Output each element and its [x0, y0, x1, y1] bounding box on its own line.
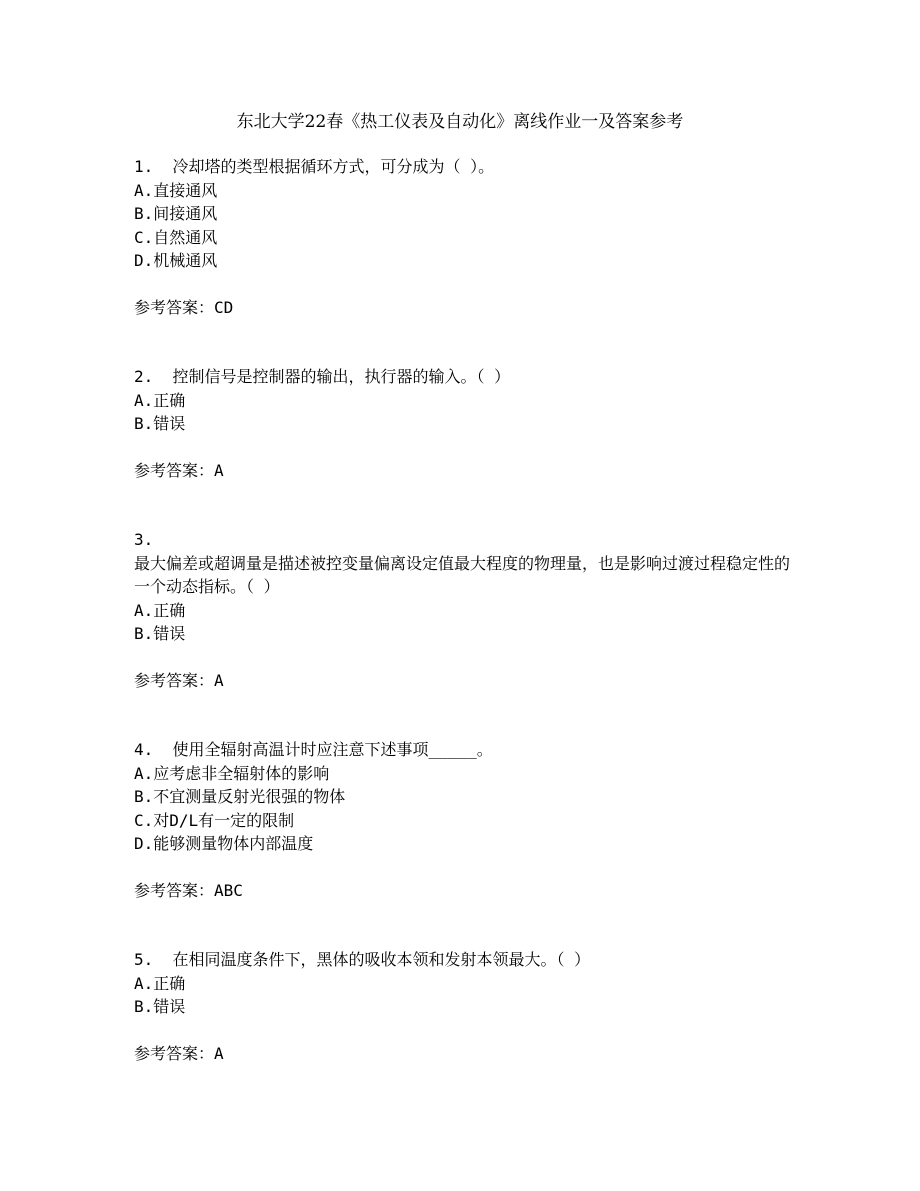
option-c: C.自然通风 [134, 227, 218, 247]
question-2 [134, 365, 794, 482]
question-number: 1. [134, 157, 154, 176]
answer-label: 参考答案： [134, 460, 215, 480]
answer-value: A [214, 1043, 224, 1063]
answer-label: 参考答案： [134, 297, 215, 317]
question-1-stem [134, 155, 794, 179]
option-b: B.错误 [134, 624, 186, 643]
option-a: A.正确 [134, 600, 186, 620]
option-a: A.直接通风 [134, 180, 218, 200]
question-number: 2. [134, 367, 154, 386]
question-text: 使用全辐射高温计时应注意下述事项_____。 [172, 740, 493, 759]
document-title: 东北大学22春《热工仪表及自动化》离线作业一及答案参考 [236, 112, 684, 132]
option-a: A.应考虑非全辐射体的影响 [134, 763, 330, 783]
question-list [134, 155, 794, 1111]
option-b: B.不宜测量反射光很强的物体 [134, 787, 346, 806]
question-2-stem [134, 365, 794, 389]
question-number: 5. [134, 950, 154, 969]
answer-line [134, 1042, 794, 1066]
option-b: B.间接通风 [134, 204, 218, 223]
option-b: B.错误 [134, 414, 186, 433]
question-number: 4. [134, 740, 154, 759]
question-1 [134, 155, 794, 319]
option-c: C.对D/L有一定的限制 [134, 810, 295, 830]
question-text: 冷却塔的类型根据循环方式，可分成为（ ）。 [172, 157, 495, 176]
answer-label: 参考答案： [134, 880, 215, 900]
option-b: B.错误 [134, 997, 186, 1016]
question-text: 在相同温度条件下，黑体的吸收本领和发射本领最大。（ ） [172, 950, 591, 969]
answer-line [134, 669, 794, 693]
question-5-stem [134, 948, 794, 972]
option-d: D.能够测量物体内部温度 [134, 834, 314, 853]
answer-value: A [214, 460, 224, 480]
answer-value: ABC [214, 880, 243, 900]
question-number: 3. [134, 530, 154, 549]
question-4 [134, 738, 794, 902]
answer-label: 参考答案： [134, 1043, 215, 1063]
option-a: A.正确 [134, 973, 186, 993]
question-4-stem [134, 738, 794, 762]
question-3 [134, 528, 794, 692]
answer-line [134, 879, 794, 903]
answer-line [134, 459, 794, 483]
answer-value: CD [214, 297, 234, 317]
question-text: 控制信号是控制器的输出，执行器的输入。（ ） [172, 367, 511, 386]
question-text: 最大偏差或超调量是描述被控变量偏离设定值最大程度的物理量，也是影响过渡过程稳定性的一个动态指标。（ ） [134, 553, 791, 596]
answer-value: A [214, 670, 224, 690]
option-d: D.机械通风 [134, 251, 218, 270]
option-a: A.正确 [134, 390, 186, 410]
answer-line [134, 296, 794, 320]
answer-label: 参考答案： [134, 670, 215, 690]
question-5 [134, 948, 794, 1065]
